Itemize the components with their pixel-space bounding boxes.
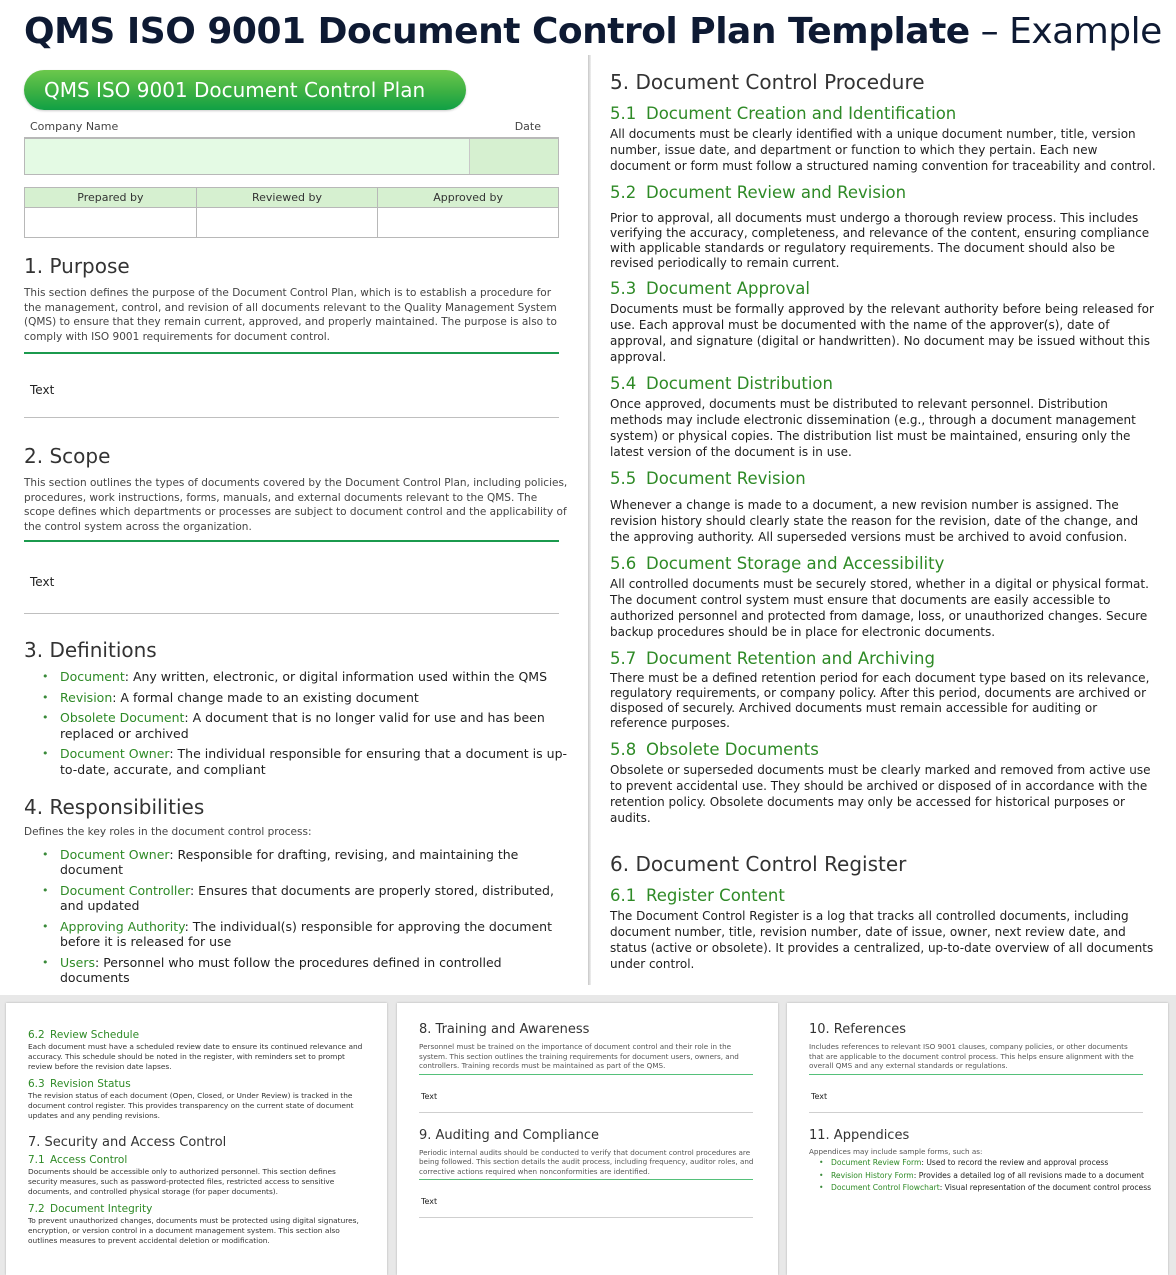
section-heading: 3. Definitions [24, 638, 157, 662]
page-title [24, 10, 1162, 54]
left-column [24, 70, 569, 991]
subsection-heading: 6.2 Review Schedule [28, 1029, 140, 1041]
subsection-5-8 [610, 740, 1158, 826]
term: Document [60, 669, 125, 684]
reviewed-by-header: Reviewed by [196, 188, 377, 208]
subsection-heading: 7.2 Document Integrity [28, 1203, 153, 1215]
divider [809, 1074, 1143, 1075]
list-item: • Document Review Form: Used to record the review and approval process [819, 1157, 1144, 1170]
section-purpose [24, 254, 569, 418]
subsection-text: Obsolete or superseded documents must be clearly marked and removed from active use to prevent accidental use. They should be archived or disposed of in accordance with the retention policy. Obsolete documents may only be accessed for historical purposes or audits. [610, 763, 1151, 825]
page-title-bold: QMS ISO 9001 Document Control Plan Template [24, 11, 970, 52]
section-description: Periodic internal audits should be conducted to verify that document control procedures are being followed. This section details the audit process, including frequency, auditor roles, and corrective actions required when nonconformities are identified. [419, 1147, 754, 1176]
divider [419, 1179, 753, 1180]
date-label: Date [514, 120, 541, 133]
references-text-field[interactable]: Text [811, 1091, 828, 1101]
thumbnail-page-3[interactable] [397, 1003, 778, 1275]
subsection-text: Whenever a change is made to a document, a new revision number is assigned. The revision history should clearly state the reason for the revision, date of the change, and the approving authority. All superseded versions must be archived to avoid confusion. [610, 498, 1139, 544]
purpose-text-field[interactable]: Text [30, 383, 55, 397]
term: Document Owner [60, 846, 170, 862]
definition: : Personnel who must follow the procedures defined in controlled documents [60, 954, 502, 985]
term: Document Controller [60, 882, 190, 898]
section-heading: 7. Security and Access Control [28, 1135, 227, 1150]
signoff-table [24, 187, 559, 238]
section-heading: 1. Purpose [24, 254, 130, 278]
company-name-label: Company Name [30, 120, 119, 133]
section-heading: 10. References [809, 1022, 907, 1037]
subsection-heading: 5.8 Obsolete Documents [610, 740, 819, 759]
page-title-suffix: – Example [969, 11, 1162, 52]
list-item: • Document Control Flowchart: Visual representation of the document control process [819, 1182, 1144, 1195]
subsection-heading: 5.1 Document Creation and Identification [610, 104, 957, 123]
list-item [42, 955, 569, 986]
subsection-text: All controlled documents must be securely stored, whether in a digital or physical format. The document control system must ensure that documents are easily accessible to authorized personnel and protected from damage, loss, or unauthorized changes. Secure backup procedures should be in place for electronic documents. [610, 577, 1149, 639]
section-heading: 2. Scope [24, 444, 111, 468]
section-description: Includes references to relevant ISO 9001 clauses, company policies, or other documents that are applicable to the document control process. This helps ensure alignment with the overall QMS and any external standards or regulations. [809, 1042, 1134, 1070]
section-heading: 5. Document Control Procedure [610, 70, 925, 94]
section-intro: Appendices may include sample forms, such as: [809, 1146, 983, 1156]
subsection-heading: 5.2 Document Review and Revision [610, 183, 907, 202]
subsection-text: Once approved, documents must be distributed to relevant personnel. Distribution methods may include electronic dissemination (e.g., through a document management system) or physical copies. The distribution list must be maintained, ensuring only the latest version of the document is in use. [610, 397, 1136, 459]
list-item [42, 746, 569, 777]
divider [419, 1074, 753, 1075]
subsection-text: There must be a defined retention period for each document type based on its relevance, regulatory requirements, or company policy. After this period, documents are archived or disposed of securely. Archived documents must remain accessible for auditing or reference purposes. [610, 671, 1150, 730]
subsection-text: Documents must be formally approved by the relevant authority before being released for use. Each approval must be documented with the name of the approver(s), date of approval, and signature (digital or handwritten). No document may be issued without this approval. [610, 302, 1154, 364]
subsection-heading: 6.3 Revision Status [28, 1078, 131, 1090]
date-field[interactable] [470, 139, 558, 174]
field-underline [24, 417, 559, 418]
list-item: • Revision History Form: Provides a detailed log of all revisions made to a document [819, 1170, 1144, 1183]
right-column [610, 70, 1158, 972]
section-intro: Defines the key roles in the document control process: [24, 826, 312, 838]
list-item [42, 847, 569, 878]
subsection-text: Documents should be accessible only to authorized personnel. This section defines security measures, such as password-protected files, restricted access to sensitive documents, and controlled physical storage (for paper documents). [28, 1167, 336, 1196]
term: Users [60, 954, 96, 970]
thumbnail-page-2[interactable] [6, 1003, 387, 1275]
definition: : A formal change made to an existing document [112, 689, 419, 705]
divider [24, 540, 559, 542]
section-heading: 6. Document Control Register [610, 852, 907, 876]
subsection-text: Prior to approval, all documents must undergo a thorough review process. This includes verifying the accuracy, completeness, and relevance of the content, ensuring compliance with applicable standards or regulatory requirements. The document should also be revised periodically to remain current. [610, 211, 1150, 270]
thumbnail-page-4[interactable] [787, 1003, 1168, 1275]
subsection-heading: 5.6 Document Storage and Accessibility [610, 554, 945, 573]
section-scope [24, 444, 569, 614]
field-underline [419, 1217, 753, 1218]
page-thumbnails [0, 995, 1176, 1275]
subsection-heading: 5.5 Document Revision [610, 469, 806, 488]
field-underline [809, 1112, 1143, 1113]
field-underline [24, 613, 559, 614]
scope-text-field[interactable]: Text [30, 575, 55, 589]
subsection-text: To prevent unauthorized changes, documents must be protected using digital signatures, encryption, or version control in a document management system. This section also outlines measures to prevent accidental deletion or modification. [28, 1216, 359, 1245]
approved-by-header: Approved by [378, 188, 559, 208]
divider [24, 352, 559, 354]
approved-by-field[interactable] [378, 208, 559, 238]
subsection-5-6 [610, 554, 1158, 640]
subsection-5-7 [610, 649, 1158, 731]
subsection-5-2 [610, 183, 1158, 271]
appendices-list [809, 1157, 1152, 1195]
responsibilities-list [24, 847, 569, 986]
list-item [42, 669, 569, 685]
subsection-heading: 5.4 Document Distribution [610, 374, 833, 393]
section-heading: 11. Appendices [809, 1127, 910, 1143]
subsection-text: The revision status of each document (Open, Closed, or Under Review) is tracked in the document control register. This provides transparency on the current state of document updates and any pending revisions. [28, 1091, 354, 1120]
company-date-fields [24, 137, 559, 175]
subsection-5-1 [610, 104, 1158, 174]
definitions-list [24, 669, 569, 777]
section-heading: 9. Auditing and Compliance [419, 1127, 599, 1143]
definition: : Any written, electronic, or digital information used within the QMS [124, 669, 548, 684]
definition: : A document that is no longer valid for use and has been replaced or archived [60, 710, 545, 741]
section-description: This section defines the purpose of the Document Control Plan, which is to establish a procedure for the management, control, and revision of all documents relevant to the Quality Management System (QMS) to ensure that they remain current, approved, and properly maintained. The purpose is also to comply with ISO 9001 requirements for document control. [24, 287, 557, 343]
prepared-by-field[interactable] [25, 208, 197, 238]
subsection-heading: 7.1 Access Control [28, 1154, 128, 1166]
plan-banner: QMS ISO 9001 Document Control Plan [24, 70, 466, 110]
term: Document Owner [60, 746, 170, 761]
reviewed-by-field[interactable] [196, 208, 377, 238]
list-item [42, 919, 569, 950]
section-definitions [24, 638, 569, 777]
definition: : Responsible for drafting, revising, and maintaining the document [60, 846, 519, 877]
definition: : Ensures that documents are properly stored, distributed, and updated [60, 882, 554, 913]
company-name-field[interactable] [25, 139, 470, 174]
subsection-5-5 [610, 469, 1158, 545]
definition: : The individual responsible for ensuring that a document is up-to-date, accurate, and compliant [60, 746, 568, 777]
auditing-text-field[interactable]: Text [421, 1197, 438, 1206]
prepared-by-header: Prepared by [25, 188, 197, 208]
list-item [42, 883, 569, 914]
field-underline [419, 1112, 753, 1113]
section-heading: 8. Training and Awareness [419, 1022, 590, 1037]
section-responsibilities [24, 795, 569, 986]
term: Obsolete Document [60, 710, 185, 725]
column-divider [588, 55, 591, 985]
subsection-5-4 [610, 374, 1158, 460]
section-description: Personnel must be trained on the importance of document control and their role in the system. This section outlines the training requirements for document users, owners, and controllers. Training records must be maintained as part of the QMS. [419, 1042, 739, 1070]
list-item [42, 710, 569, 741]
subsection-text: All documents must be clearly identified with a unique document number, title, version number, issue date, and department or function to which they pertain. Each new document or form must follow a structured naming convention for traceability and control. [610, 127, 1156, 173]
subsection-heading: 6.1 Register Content [610, 886, 785, 905]
term: Approving Authority [60, 918, 185, 934]
section-description: This section outlines the types of documents covered by the Document Control Plan, including policies, procedures, work instructions, forms, manuals, and external documents relevant to the QMS. The scope defines which departments or processes are subject to document control and the applicability of the control system across the organization. [24, 477, 568, 533]
company-date-labels [24, 120, 559, 133]
subsection-5-3 [610, 279, 1158, 365]
subsection-text: The Document Control Register is a log that tracks all controlled documents, including document number, title, revision number, date of issue, owner, next review date, and status (active or obsolete). It provides a centralized, up-to-date overview of all documents under control. [610, 909, 1154, 971]
section-heading: 4. Responsibilities [24, 795, 205, 819]
training-text-field[interactable]: Text [421, 1091, 438, 1101]
subsection-heading: 5.3 Document Approval [610, 279, 810, 298]
subsection-heading: 5.7 Document Retention and Archiving [610, 649, 935, 668]
list-item [42, 690, 569, 706]
subsection-6-1 [610, 886, 1158, 972]
term: Revision [60, 689, 113, 705]
subsection-text: Each document must have a scheduled review date to ensure its continued relevance and accuracy. This schedule should be noted in the register, with reminders set to prompt review before the revision date lapses. [28, 1042, 363, 1071]
definition: : The individual(s) responsible for approving the document before it is released for use [60, 918, 552, 949]
